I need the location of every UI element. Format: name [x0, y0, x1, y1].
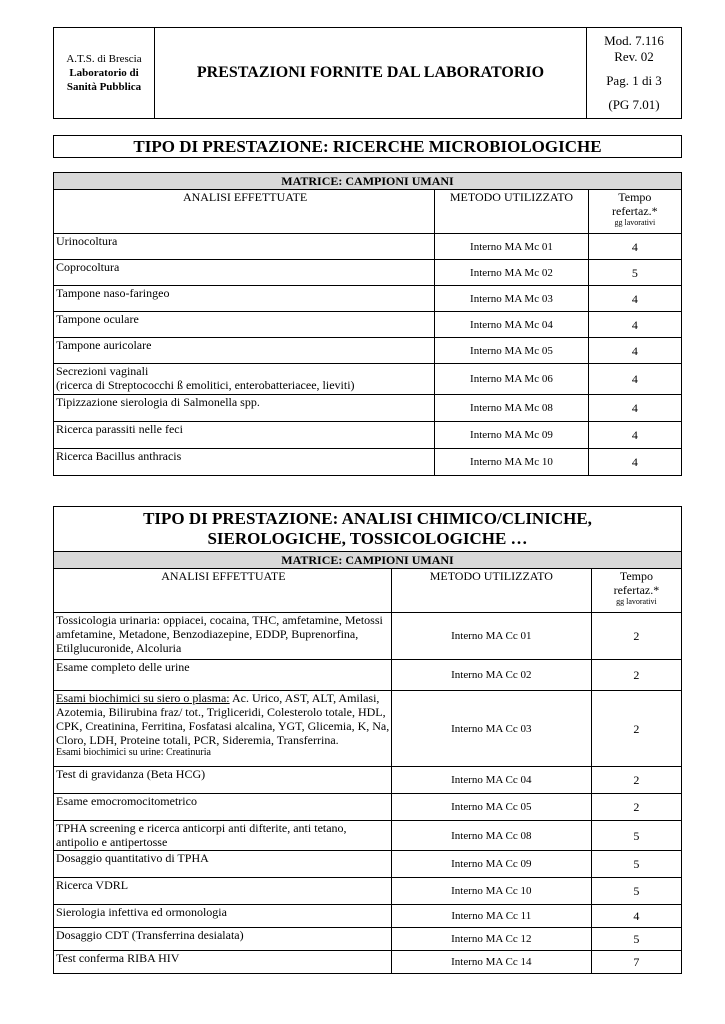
tempo-cell: 4: [588, 395, 681, 422]
module-number: Mod. 7.116: [604, 33, 664, 48]
analisi-text: Test conferma RIBA HIV: [56, 951, 180, 965]
table-row: [54, 422, 682, 449]
document-header: [53, 27, 682, 119]
analisi-text: Ricerca VDRL: [56, 878, 129, 892]
table-row: [54, 364, 682, 395]
analisi-text: Esame emocromocitometrico: [56, 794, 197, 808]
table-row: [54, 928, 682, 951]
analisi-text: TPHA screening e ricerca anticorpi anti difterite, anti tetano, antipolio e antipertosse: [56, 821, 347, 849]
tempo-cell: 4: [588, 449, 681, 476]
table-row: [54, 338, 682, 364]
lab-name: Laboratorio di: [69, 67, 139, 79]
microbiology-table: [53, 172, 682, 476]
matrix-label: MATRICE: CAMPIONI UMANI: [54, 552, 682, 569]
metodo-cell: Interno MA Cc 05: [391, 794, 591, 821]
metodo-cell: Interno MA Mc 02: [435, 260, 588, 286]
analisi-text: Tampone naso-faringeo: [56, 286, 170, 300]
tempo-label: Tempo refertaz.*: [613, 569, 660, 597]
metodo-cell: Interno MA Cc 09: [391, 851, 591, 878]
metodo-cell: Interno MA Cc 02: [391, 660, 591, 691]
metodo-cell: Interno MA Mc 06: [435, 364, 588, 395]
analisi-cell: [54, 422, 435, 449]
document-meta: [587, 28, 682, 119]
tempo-cell: 5: [591, 928, 681, 951]
section-title-clinical: TIPO DI PRESTAZIONE: ANALISI CHIMICO/CLINICHE, SIEROLOGICHE, TOSSICOLOGICHE …: [54, 507, 682, 552]
analisi-note: Esami biochimici su urine: Creatinuria: [56, 747, 211, 758]
table-row: [54, 691, 682, 767]
table-row: [54, 286, 682, 312]
analisi-cell: [54, 767, 392, 794]
table-row: [54, 767, 682, 794]
metodo-cell: Interno MA Cc 03: [391, 691, 591, 767]
column-header-tempo: [591, 569, 681, 613]
lab-department: Sanità Pubblica: [66, 81, 142, 93]
tempo-cell: 5: [588, 260, 681, 286]
table-row: [54, 821, 682, 851]
tempo-cell: 5: [591, 851, 681, 878]
column-header-metodo: METODO UTILIZZATO: [391, 569, 591, 613]
analisi-text: Tipizzazione sierologia di Salmonella spp.: [56, 395, 260, 409]
metodo-cell: Interno MA Cc 10: [391, 878, 591, 905]
metodo-cell: Interno MA Cc 01: [391, 613, 591, 660]
analisi-text: Dosaggio quantitativo di TPHA: [56, 851, 209, 865]
analisi-cell: [54, 794, 392, 821]
document-title: PRESTAZIONI FORNITE DAL LABORATORIO: [155, 28, 587, 119]
table-row: [54, 905, 682, 928]
analisi-text: Secrezioni vaginali: [56, 364, 149, 378]
tempo-cell: 7: [591, 951, 681, 974]
column-header-metodo: METODO UTILIZZATO: [435, 190, 588, 234]
tempo-cell: 4: [588, 312, 681, 338]
tempo-cell: 4: [588, 338, 681, 364]
metodo-cell: Interno MA Mc 05: [435, 338, 588, 364]
org-name: A.T.S. di Brescia: [66, 53, 142, 65]
table-row: [54, 234, 682, 260]
analisi-cell: [54, 364, 435, 395]
analisi-cell: [54, 851, 392, 878]
table-row: [54, 878, 682, 905]
table-row: [54, 660, 682, 691]
metodo-cell: Interno MA Cc 08: [391, 821, 591, 851]
analisi-cell: [54, 691, 392, 767]
tempo-cell: 2: [591, 691, 681, 767]
analisi-cell: [54, 286, 435, 312]
tempo-cell: 4: [588, 364, 681, 395]
analisi-text: Ricerca parassiti nelle feci: [56, 422, 183, 436]
analisi-cell: [54, 234, 435, 260]
analisi-text: Dosaggio CDT (Transferrina desialata): [56, 928, 244, 942]
tempo-cell: 5: [591, 821, 681, 851]
analisi-note: (ricerca di Streptococchi ß emolitici, enterobatteriacee, lieviti): [56, 378, 355, 392]
matrix-label: MATRICE: CAMPIONI UMANI: [54, 173, 682, 190]
analisi-cell: [54, 660, 392, 691]
procedure-code: (PG 7.01): [608, 97, 660, 112]
analisi-text: Test di gravidanza (Beta HCG): [56, 767, 206, 781]
tempo-cell: 4: [588, 234, 681, 260]
analisi-text: Tampone oculare: [56, 312, 139, 326]
clinical-chemistry-table: [53, 506, 682, 974]
analisi-text: Ricerca Bacillus anthracis: [56, 449, 182, 463]
analisi-text: Tossicologia urinaria: oppiacei, cocaina, THC, amfetamine, Metossi amfetamine, Metadone, Benzodiazepine, EDDP, Buprenorfina, Etilglucuronide, Alcoluria: [56, 613, 383, 655]
clinical-rows: [54, 613, 682, 974]
tempo-cell: 2: [591, 767, 681, 794]
analisi-cell: [54, 260, 435, 286]
tempo-cell: 2: [591, 613, 681, 660]
analisi-text: Esame completo delle urine: [56, 660, 190, 674]
analisi-text: Sierologia infettiva ed ormonologia: [56, 905, 227, 919]
analisi-cell: [54, 338, 435, 364]
tempo-cell: 4: [588, 422, 681, 449]
analisi-cell: [54, 395, 435, 422]
analisi-cell: [54, 613, 392, 660]
table-row: [54, 449, 682, 476]
analisi-cell: [54, 951, 392, 974]
metodo-cell: Interno MA Cc 14: [391, 951, 591, 974]
tempo-cell: 2: [591, 660, 681, 691]
analisi-cell: [54, 312, 435, 338]
table-row: [54, 260, 682, 286]
table-row: [54, 851, 682, 878]
tempo-label: Tempo refertaz.*: [612, 190, 658, 218]
table-row: [54, 395, 682, 422]
analisi-cell: [54, 821, 392, 851]
tempo-unit: gg lavorativi: [614, 218, 656, 227]
analisi-lead: Esami biochimici su siero o plasma:: [56, 691, 230, 705]
metodo-cell: Interno MA Cc 11: [391, 905, 591, 928]
analisi-text: Ac. Urico, AST, ALT, Amilasi, Azotemia, Bilirubina fraz/ tot., Trigliceridi, Colesterolo totale, HDL, CPK, Creatinina, Ferritina, Fosfatasi alcalina, YGT, Glicemia, K, Na, Cloro, LDH, Proteine totali, PCR, Sideremia, Transferrina.: [56, 691, 390, 747]
page-number: Pag. 1 di 3: [606, 73, 662, 88]
table-row: [54, 613, 682, 660]
table-row: [54, 794, 682, 821]
metodo-cell: Interno MA Mc 01: [435, 234, 588, 260]
revision: Rev. 02: [614, 49, 654, 64]
tempo-cell: 5: [591, 878, 681, 905]
metodo-cell: Interno MA Mc 04: [435, 312, 588, 338]
metodo-cell: Interno MA Mc 10: [435, 449, 588, 476]
table-row: [54, 312, 682, 338]
tempo-cell: 2: [591, 794, 681, 821]
tempo-cell: 4: [591, 905, 681, 928]
metodo-cell: Interno MA Mc 08: [435, 395, 588, 422]
analisi-cell: [54, 905, 392, 928]
section-title-microbiology: TIPO DI PRESTAZIONE: RICERCHE MICROBIOLOGICHE: [53, 135, 682, 158]
column-header-tempo: [588, 190, 681, 234]
analisi-cell: [54, 449, 435, 476]
analisi-text: Tampone auricolare: [56, 338, 152, 352]
metodo-cell: Interno MA Cc 04: [391, 767, 591, 794]
microbiology-rows: [54, 234, 682, 476]
table-row: [54, 951, 682, 974]
tempo-unit: gg lavorativi: [616, 597, 657, 606]
analisi-text: Coprocoltura: [56, 260, 120, 274]
metodo-cell: Interno MA Mc 03: [435, 286, 588, 312]
tempo-cell: 4: [588, 286, 681, 312]
analisi-text: Urinocoltura: [56, 234, 118, 248]
analisi-cell: [54, 928, 392, 951]
column-header-analisi: ANALISI EFFETTUATE: [54, 190, 435, 234]
organization-cell: [54, 28, 155, 119]
metodo-cell: Interno MA Cc 12: [391, 928, 591, 951]
metodo-cell: Interno MA Mc 09: [435, 422, 588, 449]
column-header-analisi: ANALISI EFFETTUATE: [54, 569, 392, 613]
analisi-cell: [54, 878, 392, 905]
